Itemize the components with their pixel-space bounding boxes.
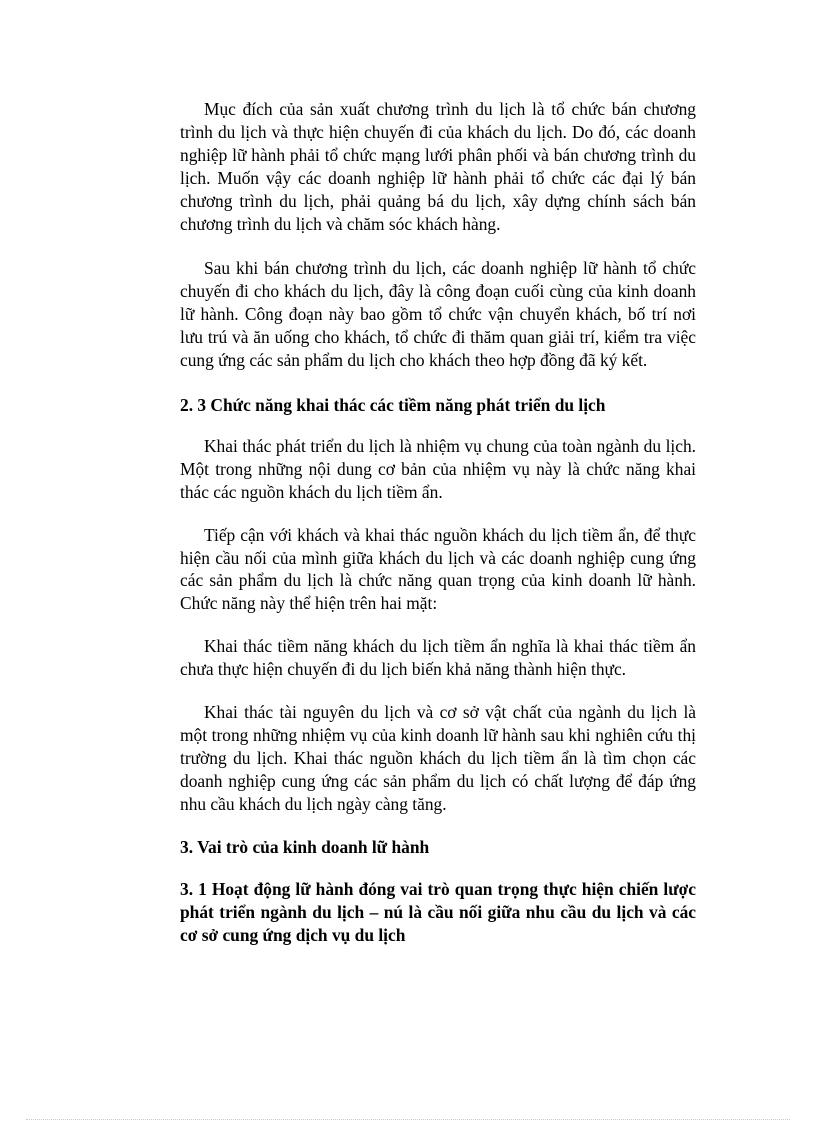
- paragraph-tourism-resources: Khai thác tài nguyên du lịch và cơ sở vật chất của ngành du lịch là một trong những nhiệm vụ của kinh doanh lữ hành sau khi nghiên cứu thị trường du lịch. Khai thác nguồn khách du lịch tiềm ẩn là tìm chọn các doanh nghiệp cung ứng các sản phẩm du lịch có chất lượng để đáp ứng nhu cầu khách du lịch ngày càng tăng.: [180, 702, 696, 814]
- paragraph-organize-trip: Sau khi bán chương trình du lịch, các doanh nghiệp lữ hành tổ chức chuyến đi cho khách du lịch, đây là công đoạn cuối cùng của kinh doanh lữ hành. Công đoạn này bao gồm tổ chức vận chuyển khách, bố trí nơi lưu trú và ăn uống cho khách, tổ chức đi thăm quan giải trí, kiểm tra việc cung ứng các sản phẩm du lịch cho khách theo hợp đồng đã ký kết.: [180, 258, 696, 371]
- paragraph-exploit-development: Khai thác phát triển du lịch là nhiệm vụ chung của toàn ngành du lịch. Một trong những nội dung cơ bản của nhiệm vụ này là chức năng khai thác các nguồn khách du lịch tiềm ẩn.: [180, 435, 696, 502]
- page-bottom-divider: [26, 1119, 790, 1120]
- section-heading-2-3: 2. 3 Chức năng khai thác các tiềm năng phát triển du lịch: [180, 394, 606, 415]
- paragraph-approach-customers: Tiếp cận với khách và khai thác nguồn khách du lịch tiềm ẩn, để thực hiện cầu nối của mình giữa khách du lịch và các doanh nghiệp cung ứng các sản phẩm du lịch là chức năng quan trọng của kinh doanh lữ hành. Chức năng này thể hiện trên hai mặt:: [180, 524, 696, 614]
- section-heading-3: 3. Vai trò của kinh doanh lữ hành: [180, 836, 430, 857]
- section-heading-3-1: 3. 1 Hoạt động lữ hành đóng vai trò quan trọng thực hiện chiến lược phát triển ngành du lịch – nú là cầu nối giữa nhu cầu du lịch và các cơ sở cung ứng dịch vụ du lịch: [180, 879, 696, 946]
- paragraph-sales: Mục đích của sản xuất chương trình du lịch là tổ chức bán chương trình du lịch và thực hiện chuyến đi của khách du lịch. Do đó, các doanh nghiệp lữ hành phải tổ chức mạng lưới phân phối và bán chương trình du lịch. Muốn vậy các doanh nghiệp lữ hành phải tổ chức các đại lý bán chương trình du lịch, phải quảng bá du lịch, xây dựng chính sách bán chương trình du lịch và chăm sóc khách hàng.: [180, 99, 696, 234]
- document-page: [180, 98, 696, 947]
- paragraph-potential-customers: Khai thác tiềm năng khách du lịch tiềm ẩn nghĩa là khai thác tiềm ẩn chưa thực hiện chuyến đi du lịch biến khả năng thành hiện thực.: [180, 636, 696, 680]
